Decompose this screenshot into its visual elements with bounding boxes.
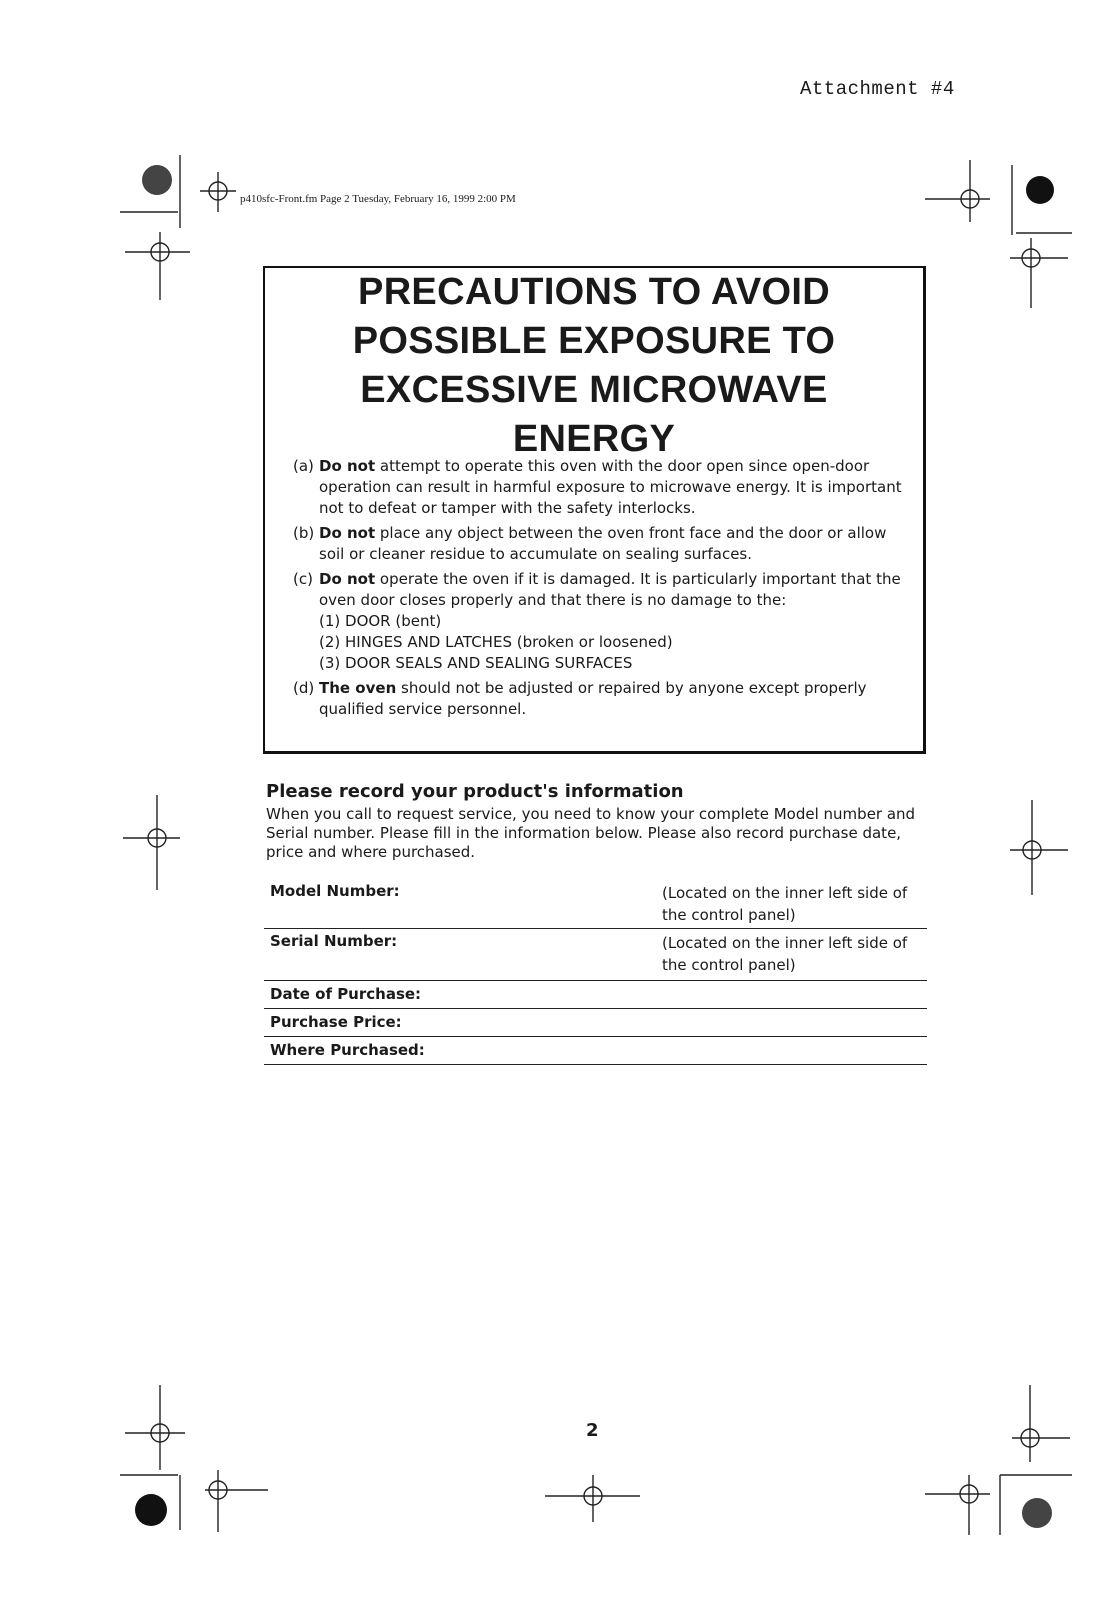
field-label: Date of Purchase:	[270, 985, 422, 1003]
field-row-date[interactable]	[264, 982, 927, 1009]
item-text: should not be adjusted or repaired by anyone except properly qualified service personnel.	[319, 679, 867, 718]
record-instructions: When you call to request service, you need to know your complete Model number and Serial number. Please fill in the information below. Please also record purchase date, price and where purchased.	[266, 805, 916, 861]
item-emphasis: Do not	[319, 524, 376, 542]
sub-item: (1) DOOR (bent)	[319, 612, 442, 630]
title-line: ENERGY	[512, 418, 676, 460]
registration-mark-icon	[545, 1475, 640, 1522]
item-label: (d)	[293, 679, 315, 697]
registration-dot-icon	[1022, 1498, 1052, 1528]
sub-item: (3) DOOR SEALS AND SEALING SURFACES	[319, 654, 633, 672]
warning-title	[265, 268, 923, 464]
field-note: (Located on the inner left side of the control panel)	[662, 934, 908, 974]
registration-dot-icon	[135, 1494, 167, 1526]
field-row-where[interactable]	[264, 1038, 927, 1065]
field-label: Serial Number:	[270, 932, 398, 950]
title-line: EXCESSIVE MICROWAVE	[360, 369, 828, 411]
item-label: (c)	[293, 570, 313, 588]
item-emphasis: Do not	[319, 457, 376, 475]
field-label: Model Number:	[270, 882, 400, 900]
field-row-model[interactable]	[264, 880, 927, 929]
attachment-label: Attachment #4	[800, 78, 955, 100]
title-line: POSSIBLE EXPOSURE TO	[352, 320, 836, 362]
item-text: place any object between the oven front face and the door or allow soil or cleaner residue to accumulate on sealing surfaces.	[319, 524, 887, 563]
item-emphasis: The oven	[319, 679, 397, 697]
registration-dot-icon	[142, 165, 172, 195]
title-line: PRECAUTIONS TO AVOID	[358, 271, 830, 313]
field-row-serial[interactable]	[264, 930, 927, 981]
item-label: (b)	[293, 524, 315, 542]
field-row-price[interactable]	[264, 1010, 927, 1037]
registration-mark-icon	[120, 155, 236, 300]
item-text: attempt to operate this oven with the door open since open-door operation can result in harmful exposure to microwave energy. It is important not to defeat or tamper with the safety interlocks.	[319, 457, 902, 517]
warning-list	[293, 456, 913, 724]
warning-box	[263, 266, 926, 754]
warning-item	[293, 456, 913, 519]
warning-item	[293, 569, 913, 674]
field-label: Purchase Price:	[270, 1013, 402, 1031]
item-text: operate the oven if it is damaged. It is particularly important that the oven door closes properly and that there is no damage to the:	[319, 570, 901, 609]
warning-item	[293, 678, 913, 720]
sub-item: (2) HINGES AND LATCHES (broken or loosened)	[319, 633, 673, 651]
file-slug: p410sfc-Front.fm Page 2 Tuesday, February 16, 1999 2:00 PM	[240, 193, 516, 205]
field-note: (Located on the inner left side of the control panel)	[662, 884, 908, 924]
item-emphasis: Do not	[319, 570, 376, 588]
record-title: Please record your product's information	[266, 781, 684, 802]
warning-item	[293, 523, 913, 565]
page-number: 2	[586, 1420, 599, 1441]
registration-dot-icon	[1026, 176, 1054, 204]
field-label: Where Purchased:	[270, 1041, 425, 1059]
item-label: (a)	[293, 457, 314, 475]
